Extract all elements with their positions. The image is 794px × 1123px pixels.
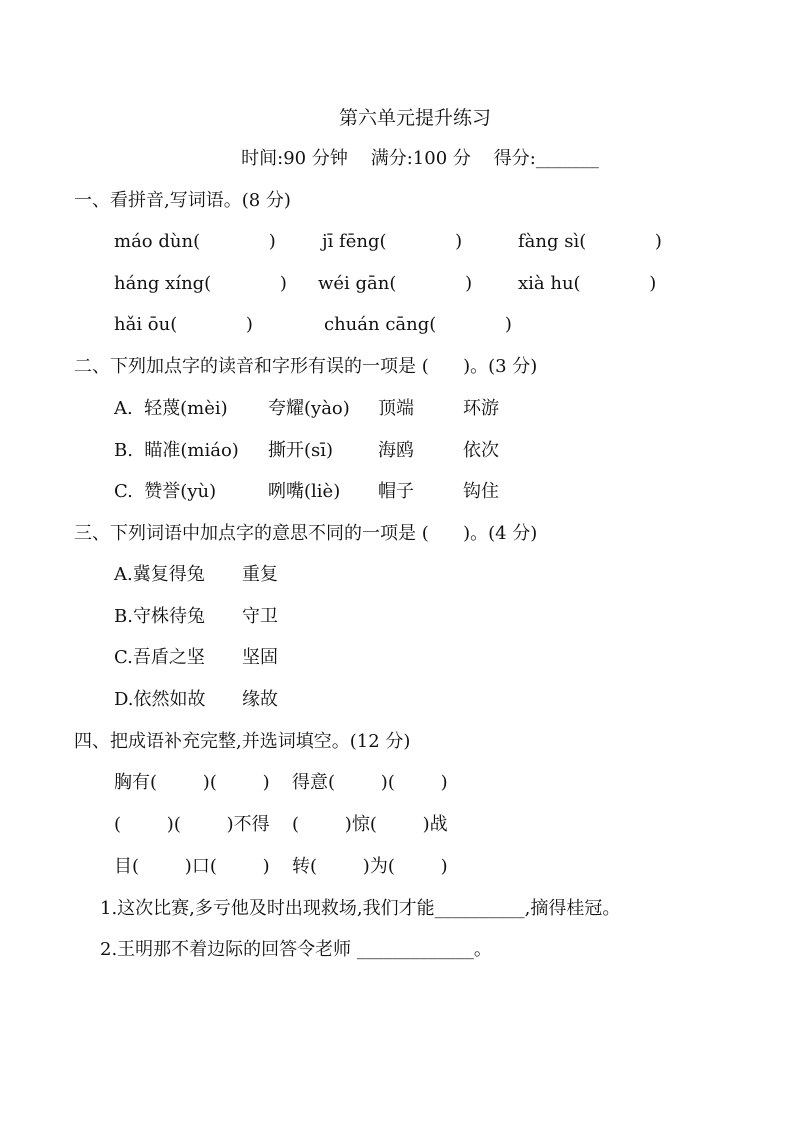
option-cell: 环游 (463, 398, 499, 419)
q3-heading: 三、下列词语中加点字的意思不同的一项是 ( )。(4 分) (74, 523, 538, 544)
q4-heading: 四、把成语补充完整,并选词填空。(12 分) (74, 731, 411, 752)
page-title: 第六单元提升练习 (338, 107, 491, 129)
pinyin-item: xià hu( ) (518, 273, 657, 294)
option-cell: C. 赞誉(yù) (114, 481, 217, 502)
option-cell: 缘故 (242, 689, 278, 710)
exam-meta: 时间:90 分钟 满分:100 分 得分:_______ (241, 148, 599, 169)
option-cell: 撕开(sī) (268, 440, 334, 461)
pinyin-item: jī fēng( ) (322, 231, 463, 252)
idiom-item: 得意( )( ) (292, 772, 448, 793)
idiom-item: ( )( )不得 (114, 814, 270, 835)
option-cell: 依次 (463, 440, 499, 461)
option-cell: B. 瞄准(miáo) (114, 440, 239, 461)
pinyin-item: wéi gān( ) (318, 273, 473, 294)
pinyin-item: máo dùn( ) (114, 231, 276, 252)
option-cell: A. 轻蔑(mèi) (114, 398, 228, 419)
option-cell: A.冀复得兔 (114, 564, 205, 585)
fill-sentence: 2.王明那不着边际的回答令老师 _____________。 (100, 939, 492, 960)
idiom-item: ( )惊( )战 (292, 814, 448, 835)
option-cell: 夸耀(yào) (268, 398, 350, 419)
option-cell: 咧嘴(liè) (268, 481, 341, 502)
pinyin-item: háng xíng( ) (114, 273, 287, 294)
idiom-item: 胸有( )( ) (114, 772, 270, 793)
option-cell: D.依然如故 (114, 689, 206, 710)
pinyin-item: hǎi ōu( ) (114, 314, 253, 335)
option-cell: B.守株待兔 (114, 606, 205, 627)
option-cell: 帽子 (378, 481, 414, 502)
option-cell: 重复 (242, 564, 278, 585)
q2-heading: 二、下列加点字的读音和字形有误的一项是 ( )。(3 分) (74, 356, 538, 377)
option-cell: 守卫 (242, 606, 278, 627)
pinyin-item: chuán cāng( ) (324, 314, 512, 335)
idiom-item: 目( )口( ) (114, 856, 270, 877)
fill-sentence: 1.这次比赛,多亏他及时出现救场,我们才能__________,摘得桂冠。 (100, 898, 621, 919)
option-cell: 坚固 (242, 647, 278, 668)
option-cell: 钩住 (463, 481, 499, 502)
option-cell: C.吾盾之坚 (114, 647, 205, 668)
q1-heading: 一、看拼音,写词语。(8 分) (74, 190, 291, 211)
option-cell: 顶端 (378, 398, 414, 419)
idiom-item: 转( )为( ) (292, 856, 448, 877)
option-cell: 海鸥 (378, 440, 414, 461)
pinyin-item: fàng sì( ) (518, 231, 662, 252)
